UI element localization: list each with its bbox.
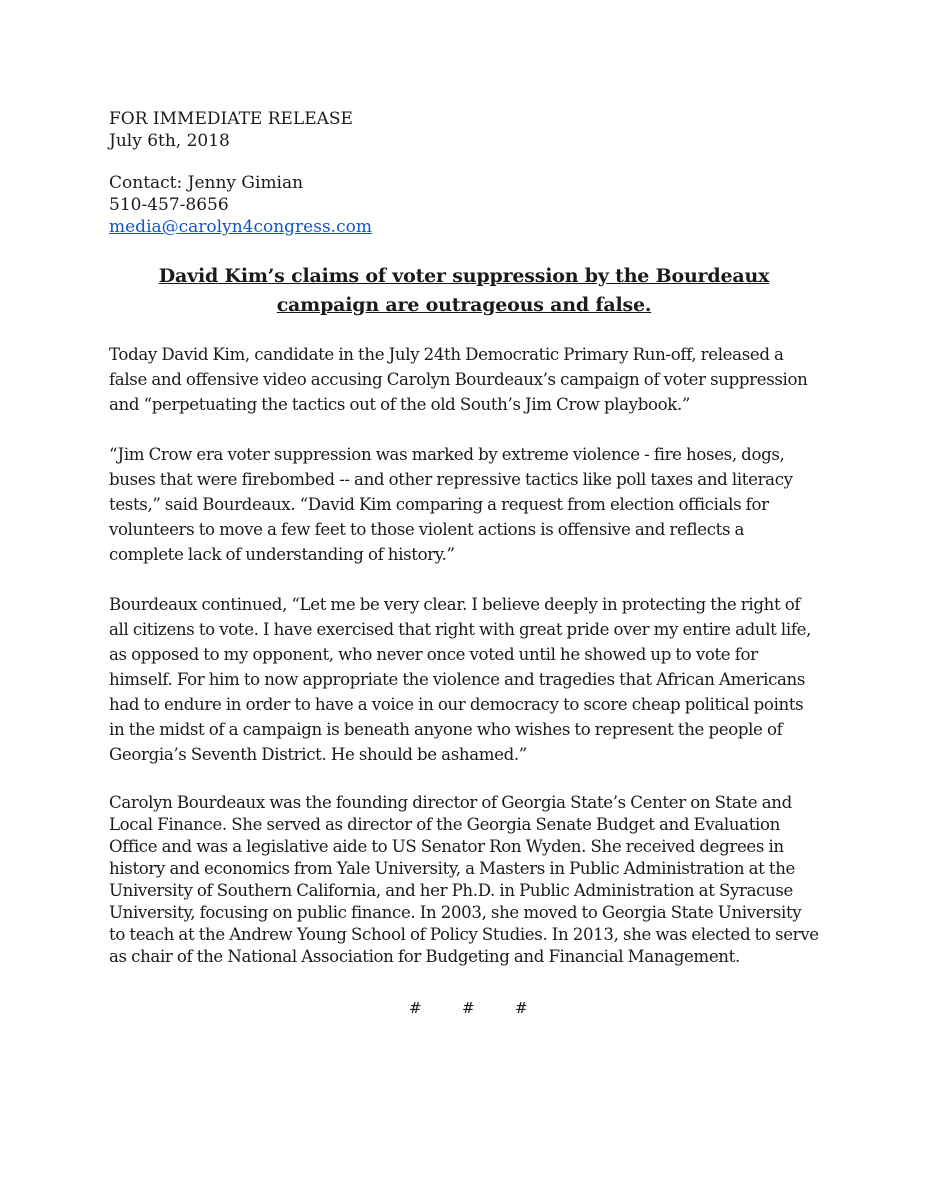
end-mark: # — [462, 999, 475, 1017]
release-header — [109, 108, 372, 238]
end-marks — [409, 999, 568, 1017]
contact-email-link[interactable]: media@carolyn4congress.com — [109, 217, 372, 237]
body-text — [109, 342, 821, 993]
end-mark: # — [515, 999, 528, 1017]
contact-name: Contact: Jenny Gimian — [109, 173, 304, 193]
paragraph-quote: “Jim Crow era voter suppression was marked by extreme violence - fire hoses, dogs, buses that were firebombed -- and other repressive tactics like poll taxes and literacy tests,” said Bourdeaux. “David Kim comparing a request from election officials for volunteers to move a few feet to those violent actions is offensive and reflects a complete lack of understanding of history.” — [109, 445, 793, 564]
release-label: FOR IMMEDIATE RELEASE — [109, 109, 353, 129]
paragraph-intro: Today David Kim, candidate in the July 24th Democratic Primary Run-off, released a false and offensive video accusing Carolyn Bourdeaux’s campaign of voter suppression and “perpetuating the tactics out of the old South’s Jim Crow playbook.” — [109, 345, 808, 414]
contact-phone: 510-457-8656 — [109, 195, 229, 215]
paragraph-bio: Carolyn Bourdeaux was the founding director of Georgia State’s Center on State and Local Finance. She served as director of the Georgia Senate Budget and Evaluation Office and was a legislative aide to US Senator Ron Wyden. She received degrees in history and economics from Yale University, a Masters in Public Administration at the University of Southern California, and her Ph.D. in Public Administration at Syracuse University, focusing on public finance. In 2003, she moved to Georgia State University to teach at the Andrew Young School of Policy Studies. In 2013, she was elected to serve as chair of the National Association for Budgeting and Financial Management. — [109, 793, 819, 966]
end-mark: # — [409, 999, 422, 1017]
release-date: July 6th, 2018 — [109, 131, 230, 151]
paragraph-continued-quote: Bourdeaux continued, “Let me be very clear. I believe deeply in protecting the right of all citizens to vote. I have exercised that right with great pride over my entire adult life, as opposed to my opponent, who never once voted until he showed up to vote for himself. For him to now appropriate the violence and tragedies that African Americans had to endure in order to have a voice in our democracy to score cheap political points in the midst of a campaign is beneath anyone who wishes to represent the people of Georgia’s Seventh District. He should be ashamed.” — [109, 595, 812, 764]
headline: David Kim’s claims of voter suppression by the Bourdeaux campaign are outrageous and false. — [158, 265, 770, 316]
